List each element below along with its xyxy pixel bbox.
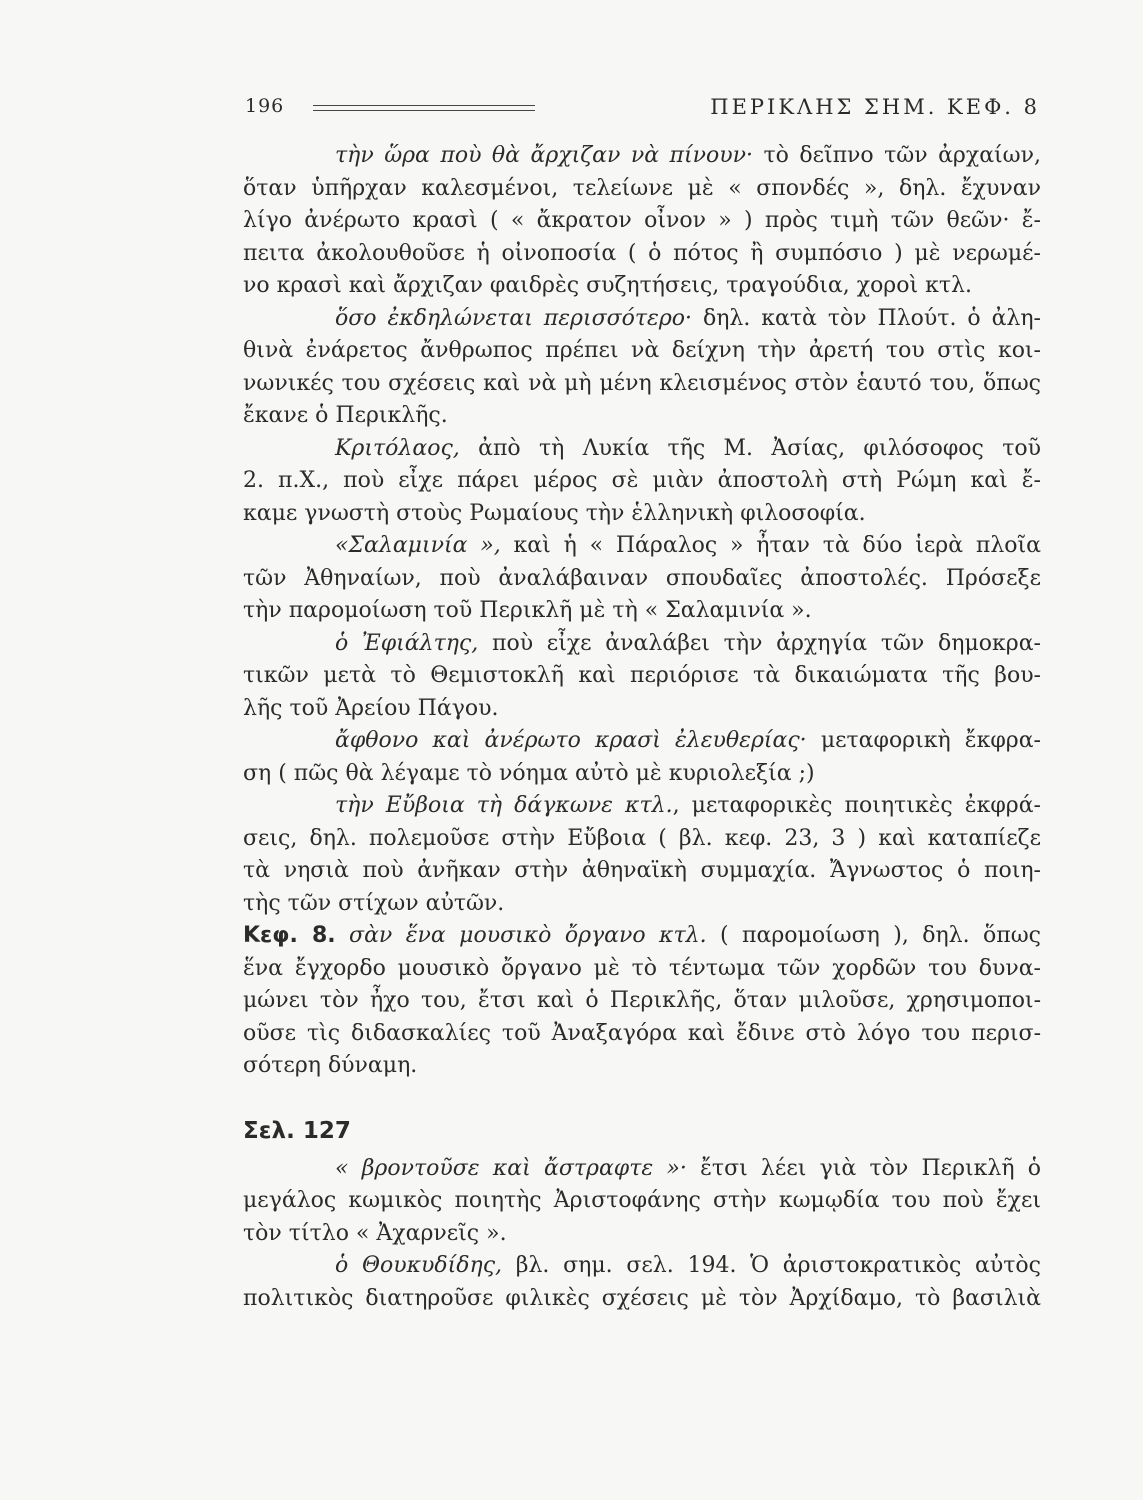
italic-lemma: ἄφθονο καὶ ἀνέρωτο κρασὶ ἐλευθερίας· xyxy=(335,728,807,753)
text-line xyxy=(243,1250,1041,1283)
text-line: πολιτικὸς διατηροῦσε φιλικὲς σχέσεις μὲ τὸν Ἀρχίδαμο, τὸ βασιλιὰ xyxy=(243,1285,1041,1311)
text-line: πειτα ἀκολουθοῦσε ἡ οἰνοποσία ( ὁ πότος ἢ συμπόσιο ) μὲ νερωμέ- xyxy=(243,240,1041,266)
text-line: καμε γνωστὴ στοὺς Ρωμαίους τὴν ἑλληνικὴ φιλοσοφία. xyxy=(243,500,866,526)
text-line: ἔκανε ὁ Περικλῆς. xyxy=(243,403,448,428)
text-line xyxy=(243,628,1041,661)
text-line xyxy=(243,1153,1041,1186)
line-text: καὶ ἡ « Πάραλος » ἦταν τὰ δύο ἱερὰ πλοῖα xyxy=(500,533,1041,558)
text-line xyxy=(243,140,1041,173)
italic-lemma: σὰν ἕνα μουσικὸ ὄργανο κτλ. xyxy=(335,923,707,948)
page-number: 196 xyxy=(245,95,285,117)
italic-lemma: «Σαλαμινία », xyxy=(335,533,501,558)
text-line: τῶν Ἀθηναίων, ποὺ ἀναλάβαιναν σπουδαῖες ἀποστολές. Πρόσεξε xyxy=(243,565,1041,591)
italic-lemma: ὁ Θουκυδίδης, xyxy=(335,1253,503,1278)
page-body xyxy=(243,140,1041,1315)
text-line: 2. π.Χ., ποὺ εἶχε πάρει μέρος σὲ μιὰν ἀποστολὴ στὴ Ρώμη καὶ ἔ- xyxy=(243,468,1041,493)
header-double-rule xyxy=(313,105,535,111)
line-text: ( παρομοίωση ), δηλ. ὅπως xyxy=(706,923,1041,948)
text-line xyxy=(243,790,1041,823)
text-line xyxy=(243,725,1041,758)
text-line: τὰ νησιὰ ποὺ ἀνῆκαν στὴν ἀθηναϊκὴ συμμαχία. Ἄγνωστος ὁ ποιη- xyxy=(243,858,1041,883)
text-line: τὴς τῶν στίχων αὐτῶν. xyxy=(243,890,505,916)
section-gap xyxy=(243,1083,1041,1109)
italic-lemma: Κριτόλαος, xyxy=(335,435,460,461)
line-text: , μεταφορικὲς ποιητικὲς ἐκφρά- xyxy=(672,793,1041,818)
text-line xyxy=(243,530,1041,563)
text-line: τὸν τίτλο « Ἀχαρνεῖς ». xyxy=(243,1220,507,1246)
line-text: ἀπὸ τὴ Λυκία τῆς Μ. Ἀσίας, φιλόσοφος τοῦ xyxy=(459,435,1041,461)
text-line: λίγο ἀνέρωτο κρασὶ ( « ἄκρατον οἶνον » ) πρὸς τιμὴ τῶν θεῶν· ἔ- xyxy=(243,208,1041,233)
text-line: νωνικές του σχέσεις καὶ νὰ μὴ μένη κλεισμένος στὸν ἑαυτό του, ὅπως xyxy=(243,370,1041,396)
text-line xyxy=(243,433,1041,466)
text-line: μώνει τὸν ἦχο του, ἔτσι καὶ ὁ Περικλῆς, ὅταν μιλοῦσε, χρησιμοποι- xyxy=(243,988,1041,1013)
text-line: ὅταν ὑπῆρχαν καλεσμένοι, τελείωνε μὲ « σπονδές », δηλ. ἔχυναν xyxy=(243,175,1041,201)
italic-lemma: τὴν ὥρα ποὺ θὰ ἄρχιζαν νὰ πίνουν· xyxy=(335,143,753,168)
italic-lemma: ὁ Ἐφιάλτης, xyxy=(335,630,479,656)
page-header xyxy=(245,95,1040,125)
italic-lemma: ὅσο ἐκδηλώνεται περισσότερο· xyxy=(335,305,693,331)
text-line: λῆς τοῦ Ἀρείου Πάγου. xyxy=(243,695,499,721)
italic-lemma: « βροντοῦσε καὶ ἄστραφτε »· xyxy=(335,1155,687,1181)
text-line: τικῶν μετὰ τὸ Θεμιστοκλῆ καὶ περιόρισε τὰ δικαιώματα τῆς βου- xyxy=(243,663,1041,688)
text-line: σεις, δηλ. πολεμοῦσε στὴν Εὔβοια ( βλ. κεφ. 23, 3 ) καὶ καταπίεζε xyxy=(243,825,1041,851)
line-text: τὸ δεῖπνο τῶν ἀρχαίων, xyxy=(752,143,1041,168)
text-line: μεγάλος κωμικὸς ποιητὴς Ἀριστοφάνης στὴν κωμῳδία του ποὺ ἔχει xyxy=(243,1188,1041,1213)
line-text: ποὺ εἶχε ἀναλάβει τὴν ἀρχηγία τῶν δημοκρα- xyxy=(478,630,1041,656)
line-text: δηλ. κατὰ τὸν Πλούτ. ὁ ἀλη- xyxy=(692,305,1041,331)
text-line: θινὰ ἐνάρετος ἄνθρωπος πρέπει νὰ δείχνη τὴν ἀρετή του στὶς κοι- xyxy=(243,338,1041,363)
text-line: ση ( πῶς θὰ λέγαμε τὸ νόημα αὐτὸ μὲ κυριολεξία ;) xyxy=(243,760,815,786)
text-line: οῦσε τὶς διδασκαλίες τοῦ Ἀναξαγόρα καὶ ἔδινε στὸ λόγο του περισ- xyxy=(243,1020,1041,1046)
text-line: τὴν παρομοίωση τοῦ Περικλῆ μὲ τὴ « Σαλαμινία ». xyxy=(243,598,812,623)
line-text: ἔτσι λέει γιὰ τὸν Περικλῆ ὁ xyxy=(686,1155,1041,1181)
text-line xyxy=(243,303,1041,336)
section-heading: Σελ. 127 xyxy=(243,1117,351,1144)
line-text: μεταφορικὴ ἔκφρα- xyxy=(806,728,1041,753)
text-line: σότερη δύναμη. xyxy=(243,1053,418,1078)
line-text: βλ. σημ. σελ. 194. Ὁ ἀριστοκρατικὸς αὐτὸς xyxy=(502,1253,1041,1278)
chapter-marker: Κεφ. 8. xyxy=(243,923,336,948)
italic-lemma: τὴν Εὔβοια τὴ δάγκωνε κτλ. xyxy=(335,793,673,818)
text-line xyxy=(243,920,1041,953)
text-line: ἕνα ἔγχορδο μουσικὸ ὄργανο μὲ τὸ τέντωμα τῶν χορδῶν του δυνα- xyxy=(243,955,1041,981)
running-title: ΠΕΡΙΚΛΗΣ ΣΗΜ. ΚΕΦ. 8 xyxy=(710,95,1040,119)
text-line: νο κρασὶ καὶ ἄρχιζαν φαιδρὲς συζητήσεις, τραγούδια, χοροὶ κτλ. xyxy=(243,273,972,298)
